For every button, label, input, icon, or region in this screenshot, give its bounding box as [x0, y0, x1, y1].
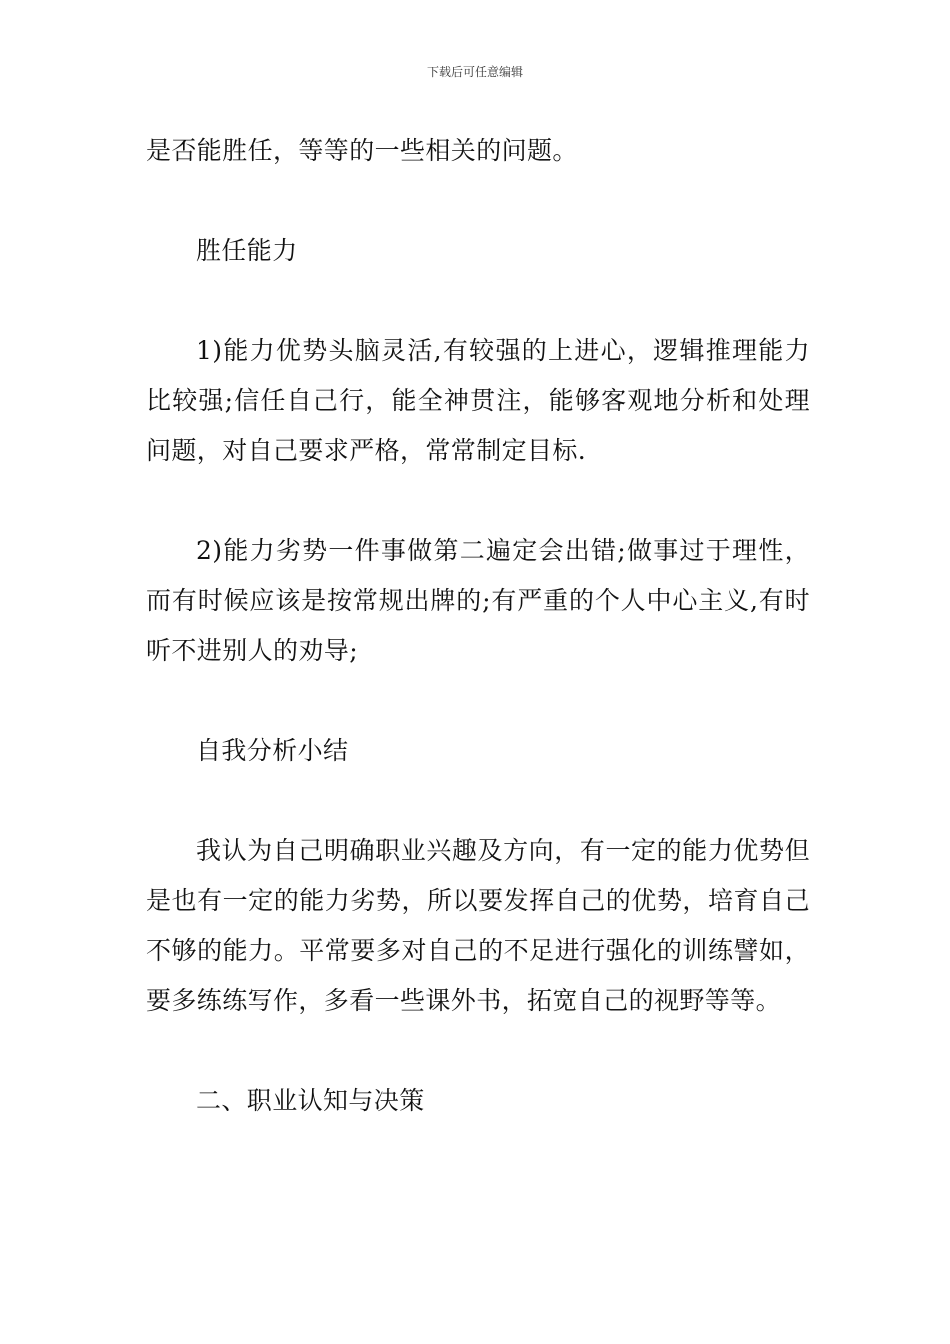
document-body [146, 126, 810, 1126]
paragraph-summary: 我认为自己明确职业兴趣及方向，有一定的能力优势但是也有一定的能力劣势，所以要发挥自己的优势，培育自己不够的能力。平常要多对自己的不足进行强化的训练譬如，要多练练写作，多看一些课外书，拓宽自己的视野等等。 [146, 836, 810, 1015]
page-header-note: 下载后可任意编辑 [426, 65, 523, 79]
paragraph-weaknesses: 2)能力劣势一件事做第二遍定会出错;做事过于理性，而有时候应该是按常规出牌的;有严重的个人中心主义,有时听不进别人的劝导; [146, 536, 810, 665]
paragraph-continuation: 是否能胜任，等等的一些相关的问题。 [146, 136, 578, 165]
paragraph-strengths: 1)能力优势头脑灵活,有较强的上进心，逻辑推理能力比较强;信任自己行，能全神贯注，能够客观地分析和处理问题，对自己要求严格，常常制定目标. [146, 336, 810, 465]
section-heading-career: 二、职业认知与决策 [196, 1086, 425, 1115]
section-heading-summary: 自我分析小结 [196, 736, 349, 765]
section-heading-competency: 胜任能力 [196, 236, 298, 265]
